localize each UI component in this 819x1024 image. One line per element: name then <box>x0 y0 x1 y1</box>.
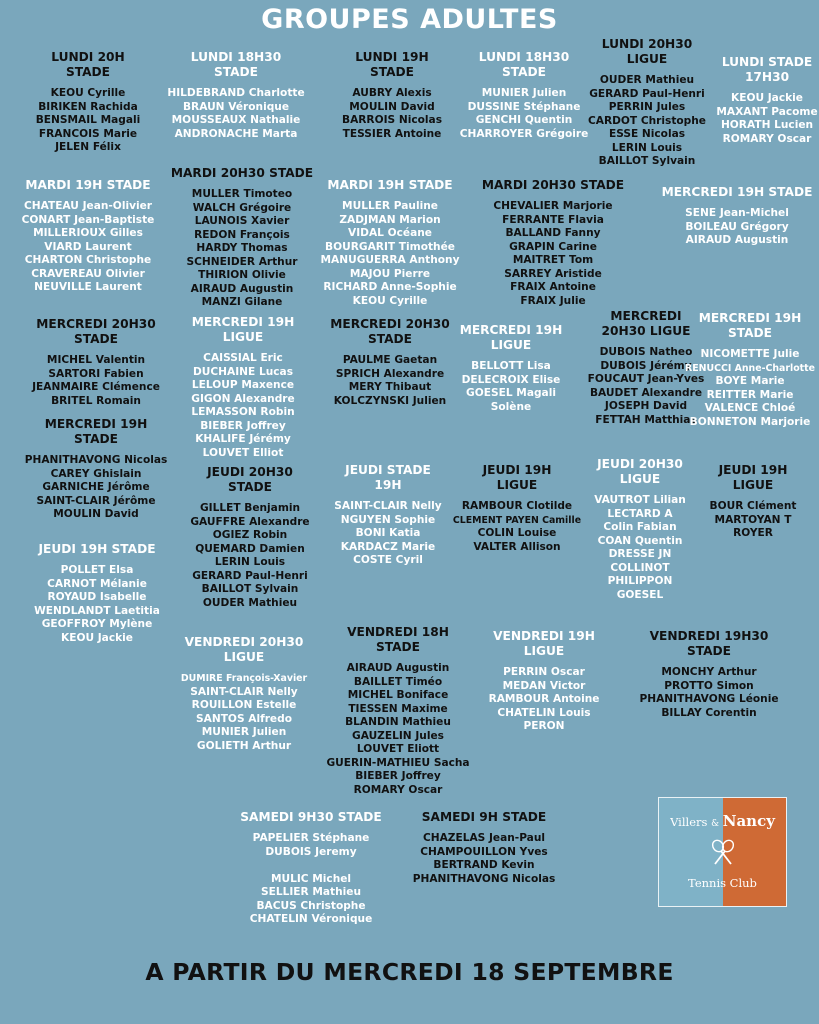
group-member: HARDY Thomas <box>196 242 288 254</box>
group-member: MULIC Michel <box>270 872 352 885</box>
training-group <box>627 185 819 248</box>
group-member: SANTOS Alfredo <box>196 712 292 725</box>
club-logo <box>658 797 787 907</box>
group-member: MANZI Gilane <box>201 296 283 308</box>
group-member: FRAIX Antoine <box>510 281 596 293</box>
group-member: BOILEAU Grégory <box>685 220 789 233</box>
group-member-list <box>657 92 819 146</box>
group-member: TIESSEN Maxime <box>348 702 448 715</box>
group-schedule-line: MARDI 19H STADE <box>25 178 151 192</box>
group-member: HORATH Lucien <box>720 119 814 131</box>
group-member: MILLERIOUX Gilles <box>33 227 143 239</box>
group-member: ROYAUD Isabelle <box>47 591 147 603</box>
logo-brand-name: Nancy <box>722 812 775 830</box>
group-schedule-line: LIGUE <box>626 52 668 66</box>
group-member: CLEMENT PAYEN Camille <box>452 514 582 526</box>
group-schedule-line: LUNDI 18H30 <box>190 50 282 64</box>
training-group <box>0 542 207 645</box>
group-member: HILDEBRAND Charlotte <box>167 87 305 99</box>
group-member: ESSE Nicolas <box>608 128 686 140</box>
group-member: DUBOIS Natheo <box>599 346 693 358</box>
group-schedule-line: VENDREDI 19H30 <box>649 629 769 643</box>
group-member: NICOMETTE Julie <box>700 348 800 360</box>
group-member: BONNETON Marjorie <box>689 415 811 428</box>
group-member: KEOU Jackie <box>731 92 803 104</box>
group-member: LEMASSON Robin <box>191 406 295 418</box>
group-schedule-line: MERCREDI 19H <box>698 311 802 325</box>
training-group <box>657 55 819 146</box>
group-member: BIEBER Joffrey <box>355 770 441 782</box>
group-member: ROMARY Oscar <box>353 783 443 796</box>
group-member: CHATELIN Véronique <box>249 913 373 925</box>
tennis-rackets-icon <box>709 838 737 866</box>
logo-brand-prefix: Villers <box>670 815 708 829</box>
group-member: MAJOU Pierre <box>349 267 431 280</box>
group-member: SENE Jean-Michel <box>685 207 789 219</box>
group-member: DUBOIS Jérémy <box>600 359 692 372</box>
group-schedule-line: STADE <box>367 332 413 346</box>
group-schedule-line: JEUDI 19H STADE <box>38 542 156 556</box>
group-schedule-line: STADE <box>686 644 732 658</box>
group-member: AIRAUD Augustin <box>685 234 789 246</box>
group-member: COAN Quentin <box>597 534 683 547</box>
group-member: VALTER Allison <box>473 540 561 553</box>
group-member: LERIN Louis <box>214 556 286 568</box>
group-schedule-heading <box>640 311 819 341</box>
group-member: CAISSIAL Eric <box>203 352 283 364</box>
group-schedule-heading <box>657 55 819 85</box>
training-group <box>643 463 819 541</box>
group-member: SPRICH Alexandre <box>335 367 445 380</box>
group-member: SCHNEIDER Arthur <box>186 255 298 268</box>
group-member: GOESEL Magali <box>466 387 556 399</box>
group-member: CHAMPOUILLON Yves <box>420 845 548 858</box>
group-member: RICHARD Anne-Sophie <box>323 281 457 293</box>
start-date-banner: A PARTIR DU MERCREDI 18 SEPTEMBRE <box>145 958 674 986</box>
group-member: VIDAL Océane <box>348 227 432 239</box>
group-member: VAUTROT Lilian <box>594 494 686 506</box>
group-member: MICHEL Boniface <box>347 689 449 701</box>
group-member: BELLOTT Lisa <box>471 360 551 372</box>
logo-brand <box>659 812 786 830</box>
group-member: FRANCOIS Marie <box>38 127 138 140</box>
group-member: BAILLET Timéo <box>353 675 443 688</box>
group-member: JOSEPH David <box>604 400 688 412</box>
group-member: GERARD Paul-Henri <box>589 87 705 100</box>
group-member: LECTARD A <box>607 507 673 520</box>
group-member: GENCHI Quentin <box>475 114 573 126</box>
group-member: LERIN Louis <box>611 141 683 154</box>
group-schedule-line: STADE <box>65 65 111 79</box>
group-member-list <box>643 500 819 541</box>
group-member: BENSMAIL Magali <box>35 114 141 126</box>
logo-brand-amp: & <box>711 819 720 829</box>
group-member: COLLINOT <box>610 561 670 574</box>
group-member: MOULIN David <box>349 100 435 113</box>
group-member: SAINT-CLAIR Nelly <box>334 500 442 512</box>
group-member: GAUFFRE Alexandre <box>190 515 310 528</box>
group-schedule-line: MERCREDI 19H <box>191 315 295 329</box>
group-member: TESSIER Antoine <box>342 127 442 140</box>
group-member: CARNOT Mélanie <box>47 577 147 590</box>
group-schedule-line: LUNDI 20H30 <box>601 37 693 51</box>
group-member: LOUVET Elliot <box>202 446 284 459</box>
group-member: PHANITHAVONG Léonie <box>639 693 779 705</box>
group-member: GILLET Benjamin <box>199 502 301 514</box>
group-member: POLLET Elsa <box>60 564 134 576</box>
group-member: CHARROYER Grégoire <box>459 127 589 140</box>
group-schedule-heading <box>0 417 206 447</box>
group-member: BERTRAND Kevin <box>433 859 535 871</box>
group-member: MICHEL Valentin <box>46 354 146 366</box>
group-member: COLIN Louise <box>477 527 557 539</box>
group-schedule-line: STADE <box>73 332 119 346</box>
group-member: GOESEL <box>616 588 664 601</box>
group-member: PAULME Gaetan <box>342 354 438 366</box>
group-member: MANUGUERRA Anthony <box>320 254 460 266</box>
group-schedule-line: LUNDI STADE <box>721 55 813 69</box>
training-group <box>640 311 819 429</box>
group-member: DUMIRE François-Xavier <box>180 673 308 684</box>
group-member: SARREY Aristide <box>504 267 602 280</box>
group-member: OGIEZ Robin <box>212 529 288 541</box>
group-schedule-heading <box>374 810 594 825</box>
group-member: MERY Thibaut <box>348 381 432 393</box>
group-schedule-line: LIGUE <box>619 472 661 486</box>
group-member: DELECROIX Elise <box>461 373 561 386</box>
page-title: GROUPES ADULTES <box>261 4 558 35</box>
group-member: CAREY Ghislain <box>50 467 142 480</box>
group-member: BAILLOT Sylvain <box>201 583 299 595</box>
training-group <box>599 629 819 720</box>
group-member: SELLIER Mathieu <box>260 886 362 898</box>
group-member: BOURGARIT Timothée <box>325 240 455 253</box>
group-schedule-line: JEUDI STADE <box>345 463 431 477</box>
group-schedule-line: STADE <box>369 65 415 79</box>
group-schedule-line: SAMEDI 9H STADE <box>421 810 547 824</box>
group-member-list <box>599 666 819 720</box>
group-schedule-line: STADE <box>501 65 547 79</box>
group-member: CHAZELAS Jean-Paul <box>422 832 546 844</box>
group-schedule-line: 20H30 LIGUE <box>601 324 691 338</box>
group-member: FERRANTE Flavia <box>502 213 604 226</box>
group-member-list <box>0 564 207 645</box>
group-member: BLANDIN Mathieu <box>345 716 451 728</box>
group-member: PHANITHAVONG Nicolas <box>24 454 168 466</box>
group-member: PAPELIER Stéphane <box>252 832 370 844</box>
group-member: CARDOT Christophe <box>588 114 706 127</box>
group-member: MULLER Pauline <box>342 200 438 212</box>
group-member: Colin Fabian <box>603 521 677 533</box>
group-member: CHARTON Christophe <box>24 254 152 266</box>
group-member: BRAUN Véronique <box>182 100 290 113</box>
group-member: VIARD Laurent <box>44 240 132 253</box>
training-group <box>374 810 594 886</box>
group-member: PROTTO Simon <box>664 679 754 692</box>
group-schedule-heading <box>599 629 819 659</box>
group-schedule-line: LUNDI 18H30 <box>478 50 570 64</box>
group-member: REDON François <box>194 228 290 241</box>
group-member: ZADJMAN Marion <box>339 213 441 226</box>
group-member: THIRION Olivie <box>198 269 286 281</box>
group-member: GIGON Alexandre <box>191 392 295 405</box>
group-member: GARNICHE Jérôme <box>42 481 150 493</box>
group-schedule-line: LIGUE <box>523 644 565 658</box>
group-schedule-line: MERCREDI 20H30 <box>330 317 450 331</box>
group-member: BAUDET Alexandre <box>589 386 703 399</box>
group-member: BIRIKEN Rachida <box>38 100 138 113</box>
group-member: COSTE Cyril <box>353 554 423 566</box>
group-member: CONART Jean-Baptiste <box>21 213 155 226</box>
group-member: FOUCAUT Jean-Yves <box>587 373 705 385</box>
group-member: GAUZELIN Jules <box>352 729 444 742</box>
group-member: BONI Katia <box>355 527 421 539</box>
group-member: BILLAY Corentin <box>661 706 757 719</box>
group-member: VALENCE Chloé <box>704 402 796 414</box>
group-schedule-line: STADE <box>227 480 273 494</box>
group-schedule-line: MERCREDI 19H <box>459 323 563 337</box>
group-member: FRAIX Julie <box>520 294 586 307</box>
group-schedule-line: MARDI 20H30 STADE <box>170 166 314 180</box>
group-member: LAUNOIS Xavier <box>194 215 290 227</box>
group-schedule-line: STADE <box>727 326 773 340</box>
group-schedule-line: STADE <box>375 640 421 654</box>
group-member: MOULIN David <box>53 508 139 520</box>
group-member: PHILIPPON <box>607 575 673 587</box>
group-member: BACUS Christophe <box>256 899 366 912</box>
group-schedule-line: LIGUE <box>732 478 774 492</box>
group-member: ROMARY Oscar <box>722 132 812 145</box>
group-schedule-line: STADE <box>213 65 259 79</box>
group-schedule-line: SAMEDI 9H30 STADE <box>240 810 382 824</box>
group-member: BAILLOT Sylvain <box>598 155 696 167</box>
group-member: Solène <box>490 400 532 413</box>
group-member: GEOFFROY Mylène <box>41 618 153 630</box>
group-member: PHANITHAVONG Nicolas <box>412 872 556 885</box>
group-member: DUSSINE Stéphane <box>467 100 581 113</box>
group-member: MULLER Timoteo <box>191 188 293 200</box>
group-member: GUERIN-MATHIEU Sacha <box>326 756 470 769</box>
group-member: FETTAH Matthias <box>595 413 697 426</box>
group-member: PERRIN Jules <box>608 101 686 113</box>
group-member: AUBRY Alexis <box>352 87 432 99</box>
group-member-list <box>374 832 594 886</box>
group-member: AIRAUD Augustin <box>346 662 450 674</box>
group-member: BIEBER Joffrey <box>200 419 286 432</box>
group-member-list <box>627 207 819 248</box>
group-member: RENUCCI Anne-Charlotte <box>685 362 815 374</box>
group-member: JELEN Félix <box>55 141 121 153</box>
group-schedule-line: STADE <box>73 432 119 446</box>
group-schedule-line: LIGUE <box>496 478 538 492</box>
group-member: BARROIS Nicolas <box>342 114 442 126</box>
group-member: ANDRONACHE Marta <box>174 127 298 140</box>
group-schedule-line: MERCREDI 20H30 <box>36 317 156 331</box>
group-member: SARTORI Fabien <box>48 367 144 380</box>
group-schedule-line: LIGUE <box>490 338 532 352</box>
group-member: SAINT-CLAIR Nelly <box>190 685 298 698</box>
group-member: RAMBOUR Clotilde <box>461 500 573 512</box>
group-member: DRESSE JN <box>608 548 672 560</box>
group-member: KARDACZ Marie <box>340 540 436 553</box>
group-schedule-line: JEUDI 19H <box>718 463 788 477</box>
group-member: PERRIN Oscar <box>503 666 585 678</box>
group-member: MEDAN Victor <box>502 679 586 692</box>
group-member: OUDER Mathieu <box>599 74 695 86</box>
group-member: KHALIFE Jérémy <box>195 433 291 445</box>
group-member: GOLIETH Arthur <box>196 739 292 752</box>
group-schedule-heading <box>0 542 207 557</box>
group-member: ROYER <box>733 527 773 539</box>
group-schedule-line: MARDI 20H30 STADE <box>481 178 625 192</box>
group-member: JEANMAIRE Clémence <box>32 381 160 393</box>
group-member: MAITRET Tom <box>512 254 594 266</box>
group-member: KEOU Cyrille <box>50 87 126 99</box>
logo-club-name: Tennis Club <box>688 876 757 890</box>
group-schedule-line: JEUDI 20H30 <box>597 457 683 471</box>
group-member: MOUSSEAUX Nathalie <box>171 114 301 126</box>
group-schedule-line: 17H30 <box>744 70 790 84</box>
group-schedule-line: JEUDI 20H30 <box>207 465 293 479</box>
group-member: OUDER Mathieu <box>202 596 298 609</box>
group-member: MAXANT Pacome <box>716 105 818 118</box>
group-schedule-line: MERCREDI 19H <box>44 417 148 431</box>
group-member: DUBOIS Jeremy <box>265 845 357 858</box>
group-member: WENDLANDT Laetitia <box>34 604 160 617</box>
group-member: NEUVILLE Laurent <box>34 281 142 293</box>
group-member: WALCH Grégoire <box>192 201 292 214</box>
group-member: KOLCZYNSKI Julien <box>333 394 447 407</box>
group-member-list <box>640 348 819 429</box>
group-member: NGUYEN Sophie <box>340 513 436 526</box>
group-schedule-heading <box>643 463 819 493</box>
group-schedule-heading <box>627 185 819 200</box>
group-member: CHATEAU Jean-Olivier <box>23 200 153 212</box>
group-schedule-line: VENDREDI 19H <box>493 629 595 643</box>
group-member: BRITEL Romain <box>51 394 141 407</box>
group-member: PERON <box>523 720 565 732</box>
group-schedule-line: MERCREDI <box>610 309 682 323</box>
group-member: MUNIER Julien <box>481 87 567 99</box>
group-schedule-line: LIGUE <box>223 650 265 664</box>
group-member: ROUILLON Estelle <box>191 699 297 711</box>
group-schedule-line: LUNDI 19H <box>355 50 429 64</box>
group-member: LELOUP Maxence <box>191 379 295 391</box>
group-schedule-line: VENDREDI 20H30 <box>184 635 304 649</box>
group-member: GERARD Paul-Henri <box>192 569 308 582</box>
group-member: SAINT-CLAIR Jérôme <box>36 494 156 507</box>
group-member: CRAVEREAU Olivier <box>31 267 145 280</box>
group-schedule-line: LIGUE <box>222 330 264 344</box>
group-member: DUCHAINE Lucas <box>193 365 293 378</box>
group-schedule-line: 19H <box>374 478 402 492</box>
group-member: GRAPIN Carine <box>509 240 597 253</box>
group-member: BALLAND Fanny <box>505 227 601 239</box>
group-member: REITTER Marie <box>706 388 794 401</box>
group-member: KEOU Cyrille <box>352 294 428 307</box>
group-member: KEOU Jackie <box>61 631 133 644</box>
group-member: QUEMARD Damien <box>195 542 305 555</box>
group-member: MUNIER Julien <box>201 726 287 738</box>
group-member: RAMBOUR Antoine <box>488 693 600 705</box>
group-member: LOUVET Eliott <box>356 743 440 755</box>
group-schedule-line: LUNDI 20H <box>51 50 125 64</box>
group-member: MONCHY Arthur <box>661 666 757 678</box>
group-schedule-line: JEUDI 19H <box>482 463 552 477</box>
group-schedule-line: MARDI 19H STADE <box>327 178 453 192</box>
group-member: CHATELIN Louis <box>497 706 591 719</box>
group-member: MARTOYAN T <box>714 513 792 526</box>
group-member: BOUR Clément <box>709 500 797 512</box>
group-member: CHEVALIER Marjorie <box>493 200 613 212</box>
group-schedule-line: VENDREDI 18H <box>347 625 449 639</box>
group-member: BOYE Marie <box>715 375 785 387</box>
group-schedule-line: MERCREDI 19H STADE <box>661 185 813 199</box>
group-member: AIRAUD Augustin <box>190 282 294 295</box>
